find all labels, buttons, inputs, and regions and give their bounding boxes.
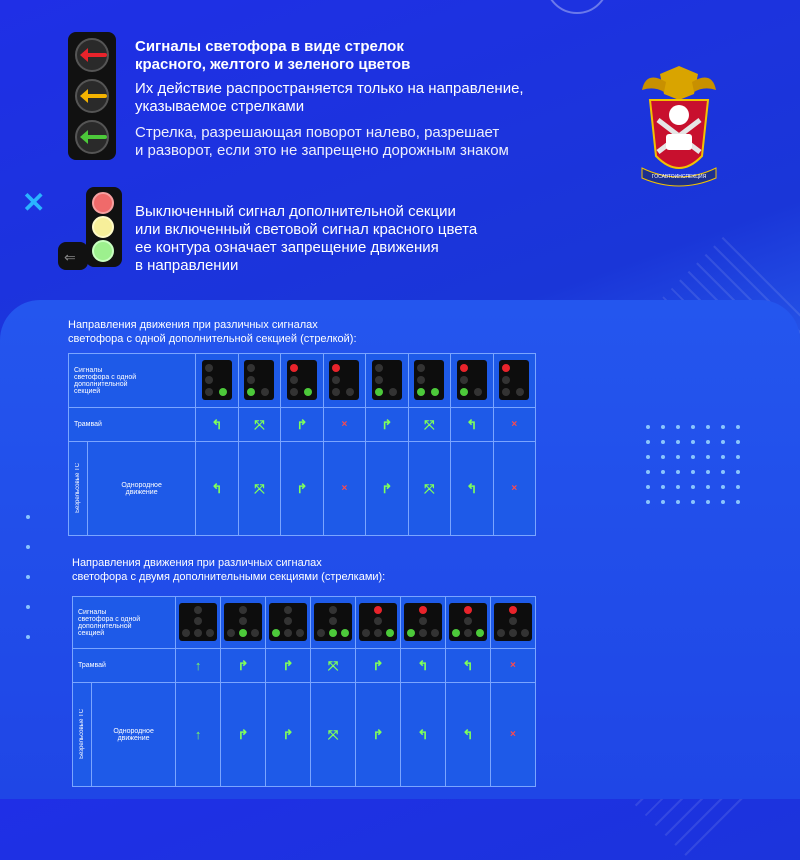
t2-signal-1 [176, 597, 221, 649]
arrow-icon: ↰ [462, 658, 474, 673]
red-arrow-icon [85, 53, 107, 57]
table1-group-label: Безрельсовые ТС [75, 462, 81, 513]
table2-caption: Направления движения при различных сигналах светофора с двумя дополнительными секциями (стрелками): [72, 557, 386, 583]
t2-signal-8 [490, 597, 535, 649]
arrow-icon: ↰ [211, 481, 223, 496]
t2-signal-3 [266, 597, 311, 649]
table1-caption: Направления движения при различных сигналах светофора с одной дополнительной секцией (стрелкой): [68, 319, 357, 345]
section2-text: Выключенный сигнал дополнительной секции или включенный световой сигнал красного цвета ее контура означает запрещение движения в направлении [135, 203, 478, 274]
arrow-icon: ⤧ [424, 481, 435, 496]
prohibited-icon: × [341, 419, 348, 430]
arrow-icon: ↱ [381, 481, 393, 496]
prohibited-icon: × [511, 419, 518, 430]
arrow-icon: ↰ [417, 727, 429, 742]
arrow-icon: ↱ [237, 658, 249, 673]
off-arrow-icon: ⇐ [64, 249, 76, 265]
arrow-icon: ⤧ [327, 658, 339, 673]
table2-row-tram: Трамвай [73, 649, 176, 683]
t1-signal-3 [281, 354, 323, 408]
traffic-light-extra-section [86, 187, 122, 267]
yellow-arrow-icon [85, 94, 107, 98]
table1-row-one-way: Однородное движение [88, 442, 196, 536]
table2-row-signals: Сигналы светофора с одной дополнительной секцией [73, 597, 176, 649]
arrow-icon: ↱ [296, 481, 308, 496]
prohibited-icon: × [510, 729, 516, 740]
arrow-icon: ↱ [381, 417, 393, 432]
emblem [636, 60, 722, 190]
table2-row-one-way: Однородное движение [92, 683, 176, 787]
arrow-icon: ⤧ [424, 417, 435, 432]
table1 [68, 353, 536, 536]
t1-signal-6 [408, 354, 450, 408]
arrow-icon: ↱ [282, 658, 294, 673]
table2 [72, 596, 536, 787]
arrow-icon: ⤧ [254, 417, 265, 432]
t1-signal-4 [323, 354, 365, 408]
table2-group-label: Безрельсовые ТС [79, 708, 85, 759]
arrow-icon: ↰ [211, 417, 223, 432]
arrow-icon: ↰ [462, 727, 474, 742]
extra-section-off [58, 242, 88, 270]
prohibited-icon: × [511, 483, 518, 494]
t1-signal-5 [366, 354, 408, 408]
t1-signal-2 [238, 354, 280, 408]
section1-para1: Их действие распространяется только на направление, указываемое стрелками [135, 80, 524, 115]
arrow-icon: ↑ [194, 658, 202, 673]
arrow-icon: ↰ [466, 481, 478, 496]
arrow-icon: ↱ [372, 658, 384, 673]
t1-signal-1 [196, 354, 238, 408]
arrow-icon: ⤧ [254, 481, 265, 496]
arrow-icon: ↱ [372, 727, 384, 742]
traffic-light-arrows [68, 32, 116, 160]
x-mark-icon: ✕ [22, 187, 46, 218]
section1-heading: Сигналы светофора в виде стрелок красного, желтого и зеленого цветов [135, 38, 411, 73]
t2-signal-2 [221, 597, 266, 649]
table1-row-tram: Трамвай [69, 408, 196, 442]
arrow-icon: ↱ [237, 727, 249, 742]
t2-signal-6 [401, 597, 446, 649]
prohibited-icon: × [341, 483, 348, 494]
t1-signal-7 [451, 354, 493, 408]
table1-row-signals: Сигналы светофора с одной дополнительной секцией [69, 354, 196, 408]
arrow-icon: ↰ [417, 658, 429, 673]
prohibited-icon: × [510, 660, 516, 671]
t2-signal-7 [445, 597, 490, 649]
decorative-arc [545, 0, 609, 14]
green-arrow-icon [85, 135, 107, 139]
t1-signal-8 [493, 354, 536, 408]
decorative-dots [26, 515, 30, 639]
arrow-icon: ↱ [296, 417, 308, 432]
arrow-icon: ⤧ [327, 727, 339, 742]
t2-signal-4 [311, 597, 356, 649]
section1-para2: Стрелка, разрешающая поворот налево, разрешает и разворот, если это не запрещено дорожным знаком [135, 124, 509, 159]
arrow-icon: ↱ [282, 727, 294, 742]
emblem-ribbon: ГОСАВТОИНСПЕКЦИЯ [651, 174, 707, 180]
arrow-icon: ↰ [466, 417, 478, 432]
arrow-icon: ↑ [194, 727, 202, 742]
t2-signal-5 [356, 597, 401, 649]
decorative-dots [646, 425, 740, 504]
